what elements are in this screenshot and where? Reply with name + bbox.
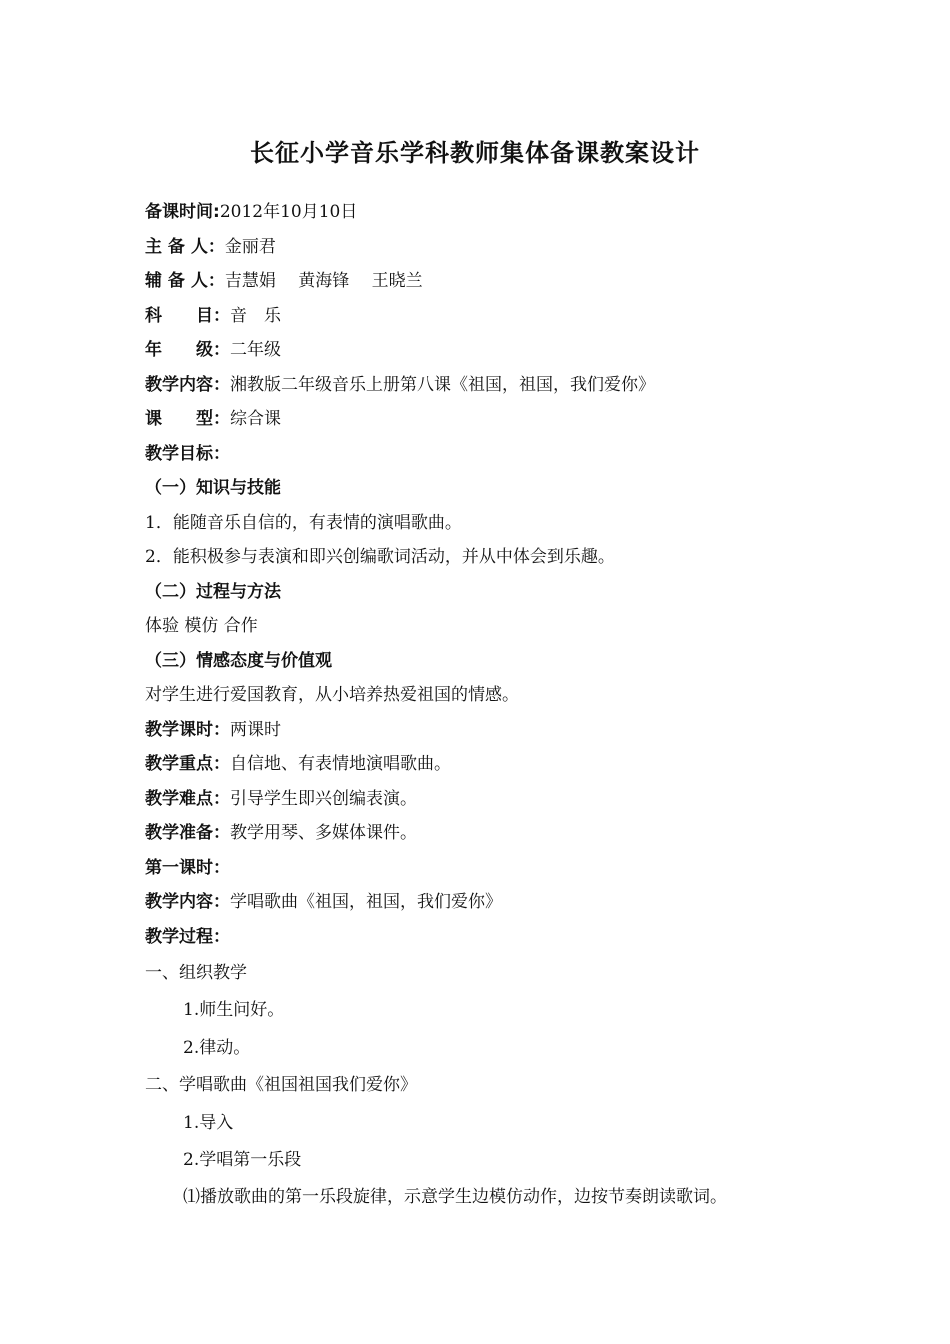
teaching-content-row xyxy=(145,374,655,396)
step-2: 二、学唱歌曲《祖国祖国我们爱你》 xyxy=(145,1075,417,1095)
difficulties-row xyxy=(145,788,417,810)
prep-time-row xyxy=(145,201,357,223)
grade-label: 年 级： xyxy=(145,340,230,360)
goals-section-3-text: 对学生进行爱国教育，从小培养热爱祖国的情感。 xyxy=(145,685,519,705)
lesson-1-heading: 第一课时： xyxy=(145,858,230,878)
step-2-2: 2.学唱第一乐段 xyxy=(183,1150,302,1170)
goals-section-2-text: 体验 模仿 合作 xyxy=(145,616,258,636)
lesson-1-content-value: 学唱歌曲《祖国，祖国，我们爱你》 xyxy=(230,892,502,912)
goals-section-1-item-1: 1．能随音乐自信的，有表情的演唱歌曲。 xyxy=(145,513,462,533)
goals-section-1-title: （一）知识与技能 xyxy=(145,478,281,498)
assistant-preparers-value: 吉慧娟 黄海锋 王晓兰 xyxy=(224,271,423,291)
main-preparer-value: 金丽君 xyxy=(224,237,276,257)
lesson-type-value: 综合课 xyxy=(230,409,281,429)
grade-value: 二年级 xyxy=(230,340,281,360)
key-points-row xyxy=(145,753,451,775)
teaching-hours-row xyxy=(145,719,281,741)
goals-heading: 教学目标： xyxy=(145,444,230,464)
difficulties-label: 教学难点： xyxy=(145,789,230,809)
prep-time-value: 2012年10月10日 xyxy=(219,202,358,222)
step-2-1: 1.导入 xyxy=(183,1113,234,1133)
page-title: 长征小学音乐学科教师集体备课教案设计 xyxy=(250,139,700,167)
goals-section-1-item-2: 2．能积极参与表演和即兴创编歌词活动，并从中体会到乐趣。 xyxy=(145,547,615,567)
grade-row xyxy=(145,339,281,361)
lesson-type-row xyxy=(145,408,281,430)
step-2-2-1: ⑴播放歌曲的第一乐段旋律，示意学生边模仿动作，边按节奏朗读歌词。 xyxy=(183,1187,727,1207)
preparation-label: 教学准备： xyxy=(145,823,230,843)
subject-label: 科 目： xyxy=(145,306,230,326)
assistant-preparers-label: 辅 备 人： xyxy=(145,271,225,291)
teaching-content-value: 湘教版二年级音乐上册第八课《祖国，祖国，我们爱你》 xyxy=(230,375,655,395)
main-preparer-row xyxy=(145,236,276,258)
subject-value: 音 乐 xyxy=(230,306,281,326)
step-1-2: 2.律动。 xyxy=(183,1038,251,1058)
subject-row xyxy=(145,305,281,327)
key-points-label: 教学重点： xyxy=(145,754,230,774)
assistant-preparers-row xyxy=(145,270,423,292)
teaching-content-label: 教学内容： xyxy=(145,375,230,395)
step-1: 一、组织教学 xyxy=(145,963,247,983)
lesson-1-process-label: 教学过程： xyxy=(145,927,230,947)
preparation-value: 教学用琴、多媒体课件。 xyxy=(230,823,417,843)
lesson-1-content-row xyxy=(145,891,502,913)
teaching-hours-label: 教学课时： xyxy=(145,720,230,740)
difficulties-value: 引导学生即兴创编表演。 xyxy=(230,789,417,809)
prep-time-label: 备课时间: xyxy=(145,202,220,222)
teaching-hours-value: 两课时 xyxy=(230,720,281,740)
key-points-value: 自信地、有表情地演唱歌曲。 xyxy=(230,754,451,774)
step-1-1: 1.师生问好。 xyxy=(183,1000,285,1020)
preparation-row xyxy=(145,822,417,844)
lesson-1-content-label: 教学内容： xyxy=(145,892,230,912)
main-preparer-label: 主 备 人： xyxy=(145,237,225,257)
lesson-type-label: 课 型： xyxy=(145,409,230,429)
goals-section-2-title: （二）过程与方法 xyxy=(145,582,281,602)
goals-section-3-title: （三）情感态度与价值观 xyxy=(145,651,332,671)
